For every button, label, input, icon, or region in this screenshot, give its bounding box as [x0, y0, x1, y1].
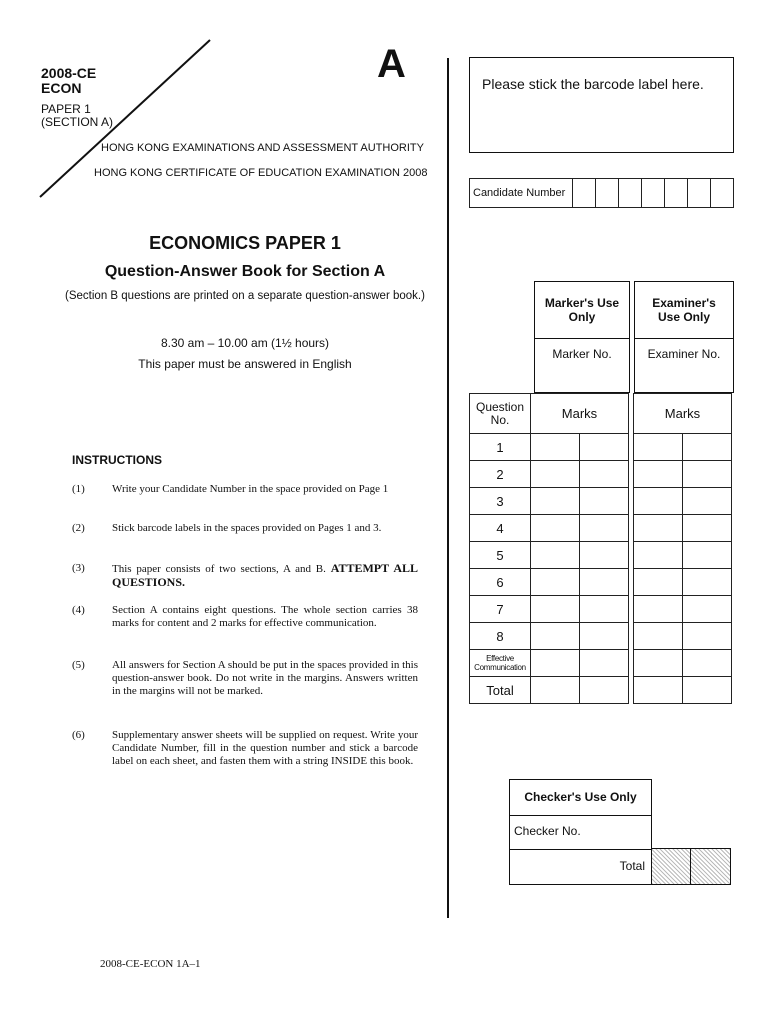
examiner-total-cell[interactable] [634, 677, 683, 704]
marker-mark-cell[interactable] [531, 461, 580, 488]
instructions-heading: INSTRUCTIONS [72, 453, 162, 467]
marks-total-row [470, 677, 732, 704]
candidate-digit-box[interactable] [619, 179, 642, 208]
marker-mark-cell[interactable] [580, 542, 629, 569]
instruction-item [72, 483, 422, 511]
marks-row [470, 569, 732, 596]
paper-number: PAPER 1 [41, 102, 91, 116]
question-number: 7 [470, 596, 531, 623]
page-divider [447, 58, 449, 918]
instruction-item [72, 562, 422, 590]
checker-divider [510, 815, 651, 816]
authority-name: HONG KONG EXAMINATIONS AND ASSESSMENT AUTHORITY [101, 142, 424, 154]
checker-divider [510, 849, 651, 850]
marker-mark-cell[interactable] [580, 623, 629, 650]
question-number-header: Question No. [470, 394, 531, 434]
examiner-mark-cell[interactable] [634, 650, 683, 677]
page-footer-code: 2008-CE-ECON 1A–1 [100, 958, 201, 970]
barcode-label-box[interactable] [469, 57, 734, 153]
instruction-number: (2) [72, 522, 85, 534]
marker-mark-cell[interactable] [531, 569, 580, 596]
examiner-mark-cell[interactable] [634, 488, 683, 515]
marker-header-text: Marker's Use Only [544, 296, 620, 324]
candidate-number-grid [469, 178, 734, 208]
marker-mark-cell[interactable] [531, 515, 580, 542]
marks-row [470, 461, 732, 488]
examiner-mark-cell[interactable] [683, 515, 732, 542]
question-number: 2 [470, 461, 531, 488]
question-number: 3 [470, 488, 531, 515]
checker-number-label: Checker No. [514, 824, 581, 838]
marks-row [470, 488, 732, 515]
examiner-number-label: Examiner No. [647, 347, 721, 361]
instruction-item [72, 659, 422, 713]
question-number: 1 [470, 434, 531, 461]
subject-code: ECON [41, 80, 82, 96]
marker-mark-cell[interactable] [531, 650, 580, 677]
examiner-mark-cell[interactable] [683, 650, 732, 677]
checker-total-box[interactable] [651, 848, 691, 885]
marker-mark-cell[interactable] [531, 542, 580, 569]
examiner-mark-cell[interactable] [634, 542, 683, 569]
instruction-plain: This paper consists of two sections, A and B. [112, 563, 326, 575]
marker-mark-cell[interactable] [531, 434, 580, 461]
marks-table [469, 393, 732, 704]
barcode-instruction: Please stick the barcode label here. [482, 76, 704, 92]
candidate-digit-box[interactable] [642, 179, 665, 208]
examiner-total-cell[interactable] [683, 677, 732, 704]
language-note: This paper must be answered in English [138, 357, 352, 371]
section-note: (Section B questions are printed on a separate question-answer book.) [65, 290, 425, 302]
marks-row [470, 434, 732, 461]
marker-mark-cell[interactable] [580, 461, 629, 488]
instruction-text: Supplementary answer sheets will be supplied on request. Write your Candidate Number, fill in the question number and stick a barcode label on each sheet, and fasten them with a string INSIDE this book. [112, 729, 418, 767]
marker-number-box[interactable] [534, 338, 630, 393]
examiner-mark-cell[interactable] [683, 461, 732, 488]
paper-title: ECONOMICS PAPER 1 [149, 233, 341, 253]
marker-number-label: Marker No. [552, 347, 612, 361]
instruction-emphasis: ATTEMPT ALL QUESTIONS. [112, 561, 418, 589]
marks-row [470, 596, 732, 623]
question-number: 8 [470, 623, 531, 650]
candidate-digit-box[interactable] [665, 179, 688, 208]
instruction-text: Write your Candidate Number in the space provided on Page 1 [112, 483, 389, 495]
candidate-digit-box[interactable] [711, 179, 734, 208]
question-number: 4 [470, 515, 531, 542]
effective-communication-label: Effective Communication [470, 650, 531, 677]
question-number: 6 [470, 569, 531, 596]
examiner-header-text: Examiner's Use Only [652, 296, 716, 324]
instruction-number: (6) [72, 729, 85, 741]
marker-mark-cell[interactable] [580, 434, 629, 461]
examiner-mark-cell[interactable] [683, 542, 732, 569]
marks-row [470, 650, 732, 677]
instruction-text [112, 562, 418, 590]
examiner-mark-cell[interactable] [634, 434, 683, 461]
version-letter: A [377, 42, 406, 86]
instruction-number: (5) [72, 659, 85, 671]
marker-mark-cell[interactable] [580, 650, 629, 677]
examiner-marks-header: Marks [634, 394, 732, 434]
instruction-number: (4) [72, 604, 85, 616]
checker-box [509, 779, 652, 885]
examiner-mark-cell[interactable] [634, 461, 683, 488]
examiner-mark-cell[interactable] [683, 488, 732, 515]
marker-mark-cell[interactable] [531, 488, 580, 515]
marker-mark-cell[interactable] [580, 569, 629, 596]
marks-row [470, 623, 732, 650]
paper-subtitle: Question-Answer Book for Section A [104, 263, 386, 280]
candidate-number-label: Candidate Number [470, 179, 573, 208]
candidate-digit-box[interactable] [596, 179, 619, 208]
marker-mark-cell[interactable] [580, 515, 629, 542]
marks-row [470, 542, 732, 569]
instruction-item [72, 729, 422, 783]
marker-use-only-header [534, 281, 630, 339]
instruction-number: (3) [72, 562, 85, 574]
marker-mark-cell[interactable] [531, 596, 580, 623]
marks-row [470, 515, 732, 542]
examiner-mark-cell[interactable] [634, 569, 683, 596]
examiner-mark-cell[interactable] [683, 596, 732, 623]
examiner-mark-cell[interactable] [634, 515, 683, 542]
candidate-digit-box[interactable] [688, 179, 711, 208]
total-label: Total [470, 677, 531, 704]
examiner-mark-cell[interactable] [683, 569, 732, 596]
checker-total-label: Total [619, 859, 645, 873]
section-label: (SECTION A) [41, 115, 114, 129]
examiner-number-box[interactable] [634, 338, 734, 393]
question-number: 5 [470, 542, 531, 569]
checker-header: Checker's Use Only [524, 790, 637, 804]
instruction-item [72, 604, 422, 644]
examiner-mark-cell[interactable] [683, 623, 732, 650]
marker-marks-header: Marks [531, 394, 629, 434]
instruction-text: Section A contains eight questions. The whole section carries 38 marks for content and 2 marks for effective communication. [112, 604, 418, 629]
instruction-number: (1) [72, 483, 85, 495]
checker-total-box[interactable] [690, 848, 731, 885]
marker-mark-cell[interactable] [580, 488, 629, 515]
candidate-digit-box[interactable] [573, 179, 596, 208]
examiner-mark-cell[interactable] [634, 596, 683, 623]
marker-mark-cell[interactable] [580, 596, 629, 623]
instruction-text: All answers for Section A should be put in the spaces provided in this question-answer book. Do not write in the margins. Answers written in the margins will not be marked. [112, 659, 418, 697]
marker-total-cell[interactable] [531, 677, 580, 704]
marker-mark-cell[interactable] [531, 623, 580, 650]
instruction-text: Stick barcode labels in the spaces provided on Pages 1 and 3. [112, 522, 382, 534]
examiner-mark-cell[interactable] [634, 623, 683, 650]
marker-total-cell[interactable] [580, 677, 629, 704]
exam-time: 8.30 am – 10.00 am (1½ hours) [160, 336, 330, 350]
year-code: 2008-CE [41, 65, 97, 81]
exam-name: HONG KONG CERTIFICATE OF EDUCATION EXAMINATION 2008 [94, 167, 428, 179]
instruction-item [72, 522, 422, 550]
examiner-use-only-header [634, 281, 734, 339]
examiner-mark-cell[interactable] [683, 434, 732, 461]
